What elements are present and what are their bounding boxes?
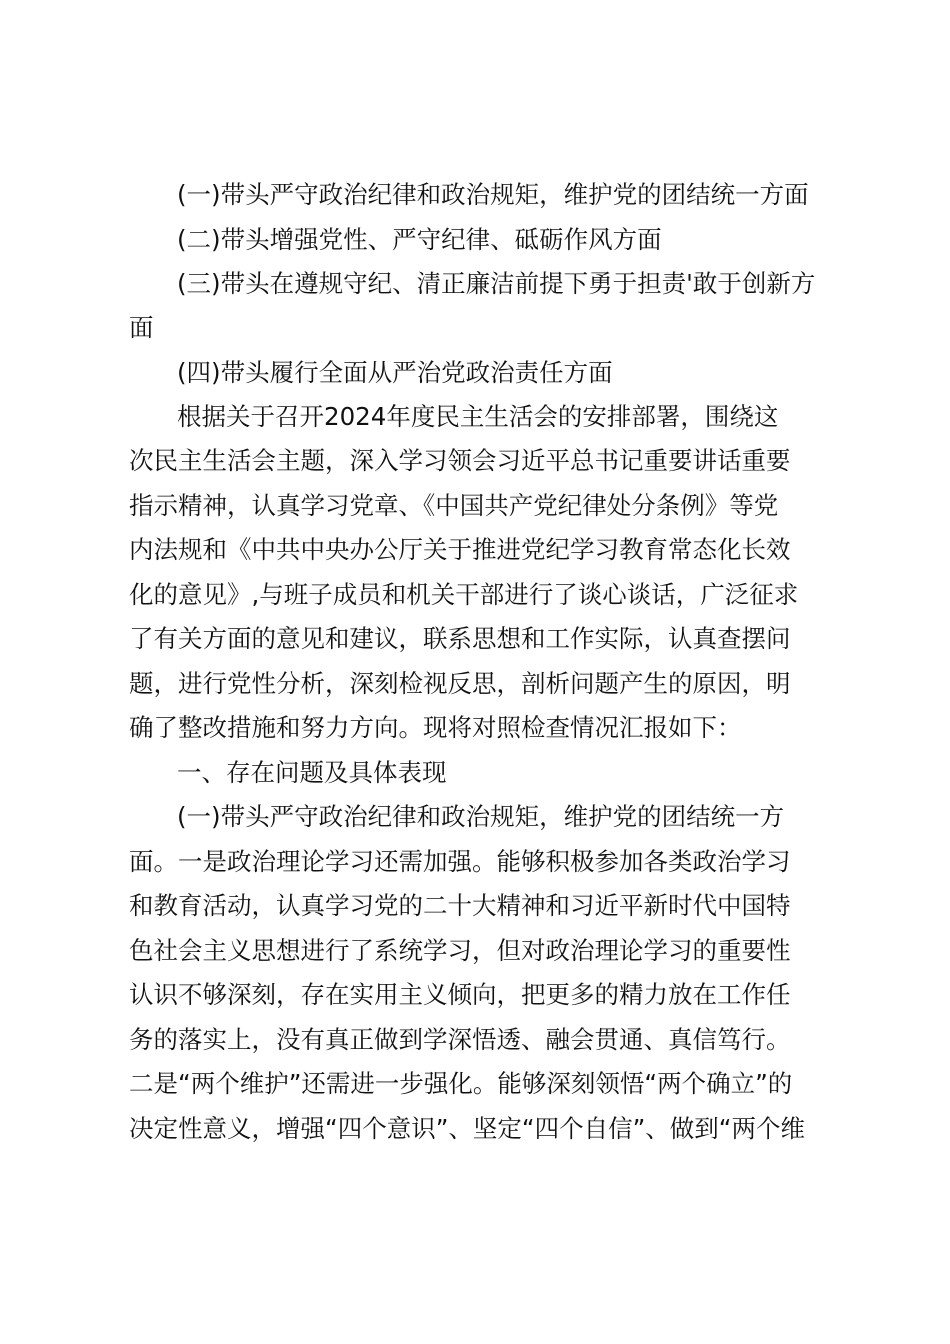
body-paragraph-line: (一)带头严守政治纪律和政治规矩，维护党的团结统一方	[177, 802, 785, 831]
body-paragraph-line: 认识不够深刻，存在实用主义倾向，把更多的精力放在工作任	[129, 980, 791, 1009]
heading-item-3: (三)带头在遵规守纪、清正廉洁前提下勇于担责'敢于创新方	[177, 269, 816, 298]
body-paragraph-line: 务的落实上，没有真正做到学深悟透、融会贯通、真信笃行。	[129, 1025, 791, 1054]
heading-item-2: (二)带头增强党性、严守纪律、砥砺作风方面	[177, 225, 662, 254]
intro-paragraph-line: 根据关于召开2024年度民主生活会的安排部署，围绕这	[177, 402, 779, 431]
intro-paragraph-line: 化的意见》,与班子成员和机关干部进行了谈心谈话，广泛征求	[129, 580, 799, 609]
intro-paragraph-line: 指示精神，认真学习党章、《中国共产党纪律处分条例》等党	[129, 491, 779, 520]
heading-item-1: (一)带头严守政治纪律和政治规矩，维护党的团结统一方面	[177, 180, 809, 209]
body-paragraph-line: 面。一是政治理论学习还需加强。能够积极参加各类政治学习	[129, 847, 791, 876]
intro-paragraph-line: 题，进行党性分析，深刻检视反思，剖析问题产生的原因，明	[129, 669, 791, 698]
heading-item-4: (四)带头履行全面从严治党政治责任方面	[177, 358, 613, 387]
body-paragraph-line: 二是“两个维护”还需进一步强化。能够深刻领悟“两个确立”的	[129, 1069, 793, 1098]
body-paragraph-line: 和教育活动，认真学习党的二十大精神和习近平新时代中国特	[129, 891, 791, 920]
body-paragraph-line: 决定性意义，增强“四个意识”、坚定“四个自信”、做到“两个维	[129, 1114, 805, 1143]
body-paragraph-line: 色社会主义思想进行了系统学习，但对政治理论学习的重要性	[129, 936, 791, 965]
intro-paragraph-line: 次民主生活会主题，深入学习领会习近平总书记重要讲话重要	[129, 446, 791, 475]
heading-item-3-continued: 面	[129, 313, 154, 342]
intro-paragraph-line: 了有关方面的意见和建议，联系思想和工作实际，认真查摆问	[129, 624, 791, 653]
intro-paragraph-line: 确了整改措施和努力方向。现将对照检查情况汇报如下：	[129, 713, 742, 742]
section-heading: 一、存在问题及具体表现	[177, 758, 447, 787]
intro-paragraph-line: 内法规和《中共中央办公厅关于推进党纪学习教育常态化长效	[129, 535, 791, 564]
